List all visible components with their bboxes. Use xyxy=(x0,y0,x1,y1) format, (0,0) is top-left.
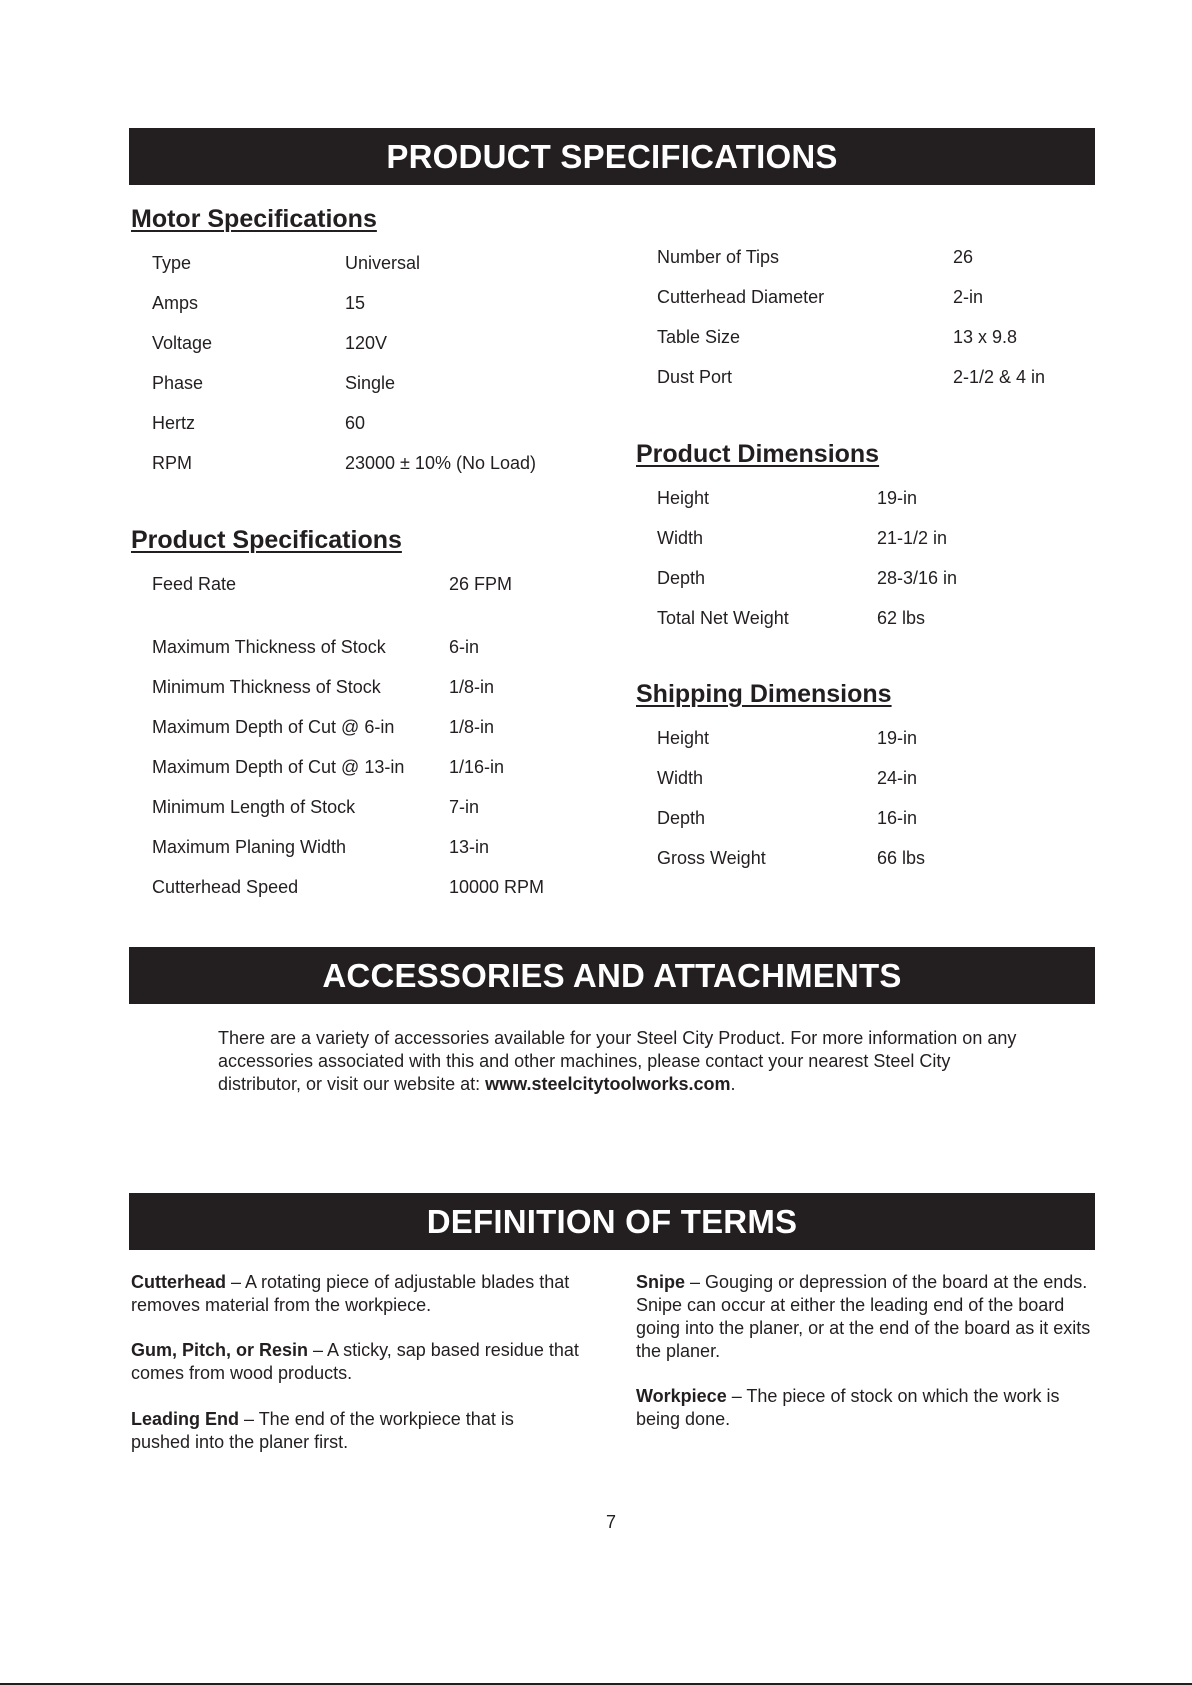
spec-label: Minimum Thickness of Stock xyxy=(152,677,381,697)
spec-label: Depth xyxy=(657,808,706,828)
term-name: Cutterhead xyxy=(131,1272,227,1292)
spec-value: 66 lbs xyxy=(877,848,926,868)
spec-value: 60 xyxy=(345,413,366,433)
accessories-paragraph xyxy=(218,1027,1018,1096)
shipping-dims-heading: Shipping Dimensions xyxy=(636,680,892,708)
spec-label: Amps xyxy=(152,293,199,313)
spec-value: 1/8-in xyxy=(449,677,495,697)
spec-value: 28-3/16 in xyxy=(877,568,958,588)
term-entry xyxy=(131,1271,601,1317)
spec-value: 2-1/2 & 4 in xyxy=(953,367,1046,387)
spec-label: Number of Tips xyxy=(657,247,780,267)
term-definition: – A sticky, sap based residue that comes from wood products. xyxy=(131,1340,579,1383)
product-specs-heading: Product Specifications xyxy=(131,526,402,554)
spec-value: 1/16-in xyxy=(449,757,505,777)
accessories-text: There are a variety of accessories available for your Steel City Product. For more information on any accessories associated with this and other machines, please contact your nearest Steel City distributor, or visit our website at: xyxy=(218,1028,1017,1094)
term-entry xyxy=(636,1385,1092,1431)
spec-value: 26 xyxy=(953,247,974,267)
accessories-end: . xyxy=(730,1074,736,1094)
spec-label: RPM xyxy=(152,453,192,473)
spec-value: 13-in xyxy=(449,837,490,857)
term-definition: – Gouging or depression of the board at the ends. Snipe can occur at either the leading end of the board going into the planer, or at the end of the board as it exits the planer. xyxy=(636,1272,1091,1361)
website-link[interactable]: www.steelcitytoolworks.com xyxy=(485,1074,731,1094)
spec-value: 23000 ± 10% (No Load) xyxy=(345,453,537,473)
spec-value: 7-in xyxy=(449,797,480,817)
spec-value: 21-1/2 in xyxy=(877,528,948,548)
spec-label: Height xyxy=(657,488,710,508)
term-name: Leading End xyxy=(131,1409,239,1429)
spec-value: 24-in xyxy=(877,768,918,788)
term-definition: – The piece of stock on which the work is being done. xyxy=(636,1386,1060,1429)
spec-value: 13 x 9.8 xyxy=(953,327,1018,347)
spec-value: 10000 RPM xyxy=(449,877,545,897)
spec-label: Maximum Depth of Cut @ 13-in xyxy=(152,757,405,777)
spec-value: 26 FPM xyxy=(449,574,513,594)
spec-label: Maximum Planing Width xyxy=(152,837,347,857)
spec-label: Type xyxy=(152,253,192,273)
spec-label: Dust Port xyxy=(657,367,733,387)
spec-label: Cutterhead Speed xyxy=(152,877,299,897)
specs-banner: PRODUCT SPECIFICATIONS xyxy=(129,128,1095,185)
term-definition: – A rotating piece of adjustable blades that removes material from the workpiece. xyxy=(131,1272,570,1315)
spec-value: Single xyxy=(345,373,396,393)
spec-value: 6-in xyxy=(449,637,480,657)
product-dims-heading: Product Dimensions xyxy=(636,440,880,468)
term-entry xyxy=(636,1271,1092,1363)
term-name: Snipe xyxy=(636,1272,686,1292)
spec-label: Phase xyxy=(152,373,204,393)
motor-heading: Motor Specifications xyxy=(131,205,377,233)
spec-value: 62 lbs xyxy=(877,608,926,628)
spec-label: Minimum Length of Stock xyxy=(152,797,356,817)
spec-value: Universal xyxy=(345,253,421,273)
spec-value: 19-in xyxy=(877,488,918,508)
spec-label: Total Net Weight xyxy=(657,608,789,628)
spec-value: 19-in xyxy=(877,728,918,748)
term-entry xyxy=(131,1408,541,1454)
term-name: Gum, Pitch, or Resin xyxy=(131,1340,309,1360)
spec-label: Height xyxy=(657,728,710,748)
spec-label: Depth xyxy=(657,568,706,588)
spec-label: Maximum Thickness of Stock xyxy=(152,637,386,657)
term-name: Workpiece xyxy=(636,1386,727,1406)
spec-label: Width xyxy=(657,768,704,788)
spec-label: Cutterhead Diameter xyxy=(657,287,825,307)
spec-label: Width xyxy=(657,528,704,548)
spec-label: Gross Weight xyxy=(657,848,766,868)
term-definition: – The end of the workpiece that is pushed into the planer first. xyxy=(131,1409,514,1452)
page-number: 7 xyxy=(605,1512,616,1532)
spec-label: Feed Rate xyxy=(152,574,237,594)
spec-value: 15 xyxy=(345,293,366,313)
spec-label: Hertz xyxy=(152,413,196,433)
spec-label: Maximum Depth of Cut @ 6-in xyxy=(152,717,395,737)
terms-banner: DEFINITION OF TERMS xyxy=(129,1193,1095,1250)
spec-value: 1/8-in xyxy=(449,717,495,737)
spec-value: 16-in xyxy=(877,808,918,828)
term-entry xyxy=(131,1339,601,1385)
spec-label: Table Size xyxy=(657,327,741,347)
spec-value: 120V xyxy=(345,333,388,353)
spec-label: Voltage xyxy=(152,333,213,353)
accessories-banner: ACCESSORIES AND ATTACHMENTS xyxy=(129,947,1095,1004)
spec-value: 2-in xyxy=(953,287,984,307)
